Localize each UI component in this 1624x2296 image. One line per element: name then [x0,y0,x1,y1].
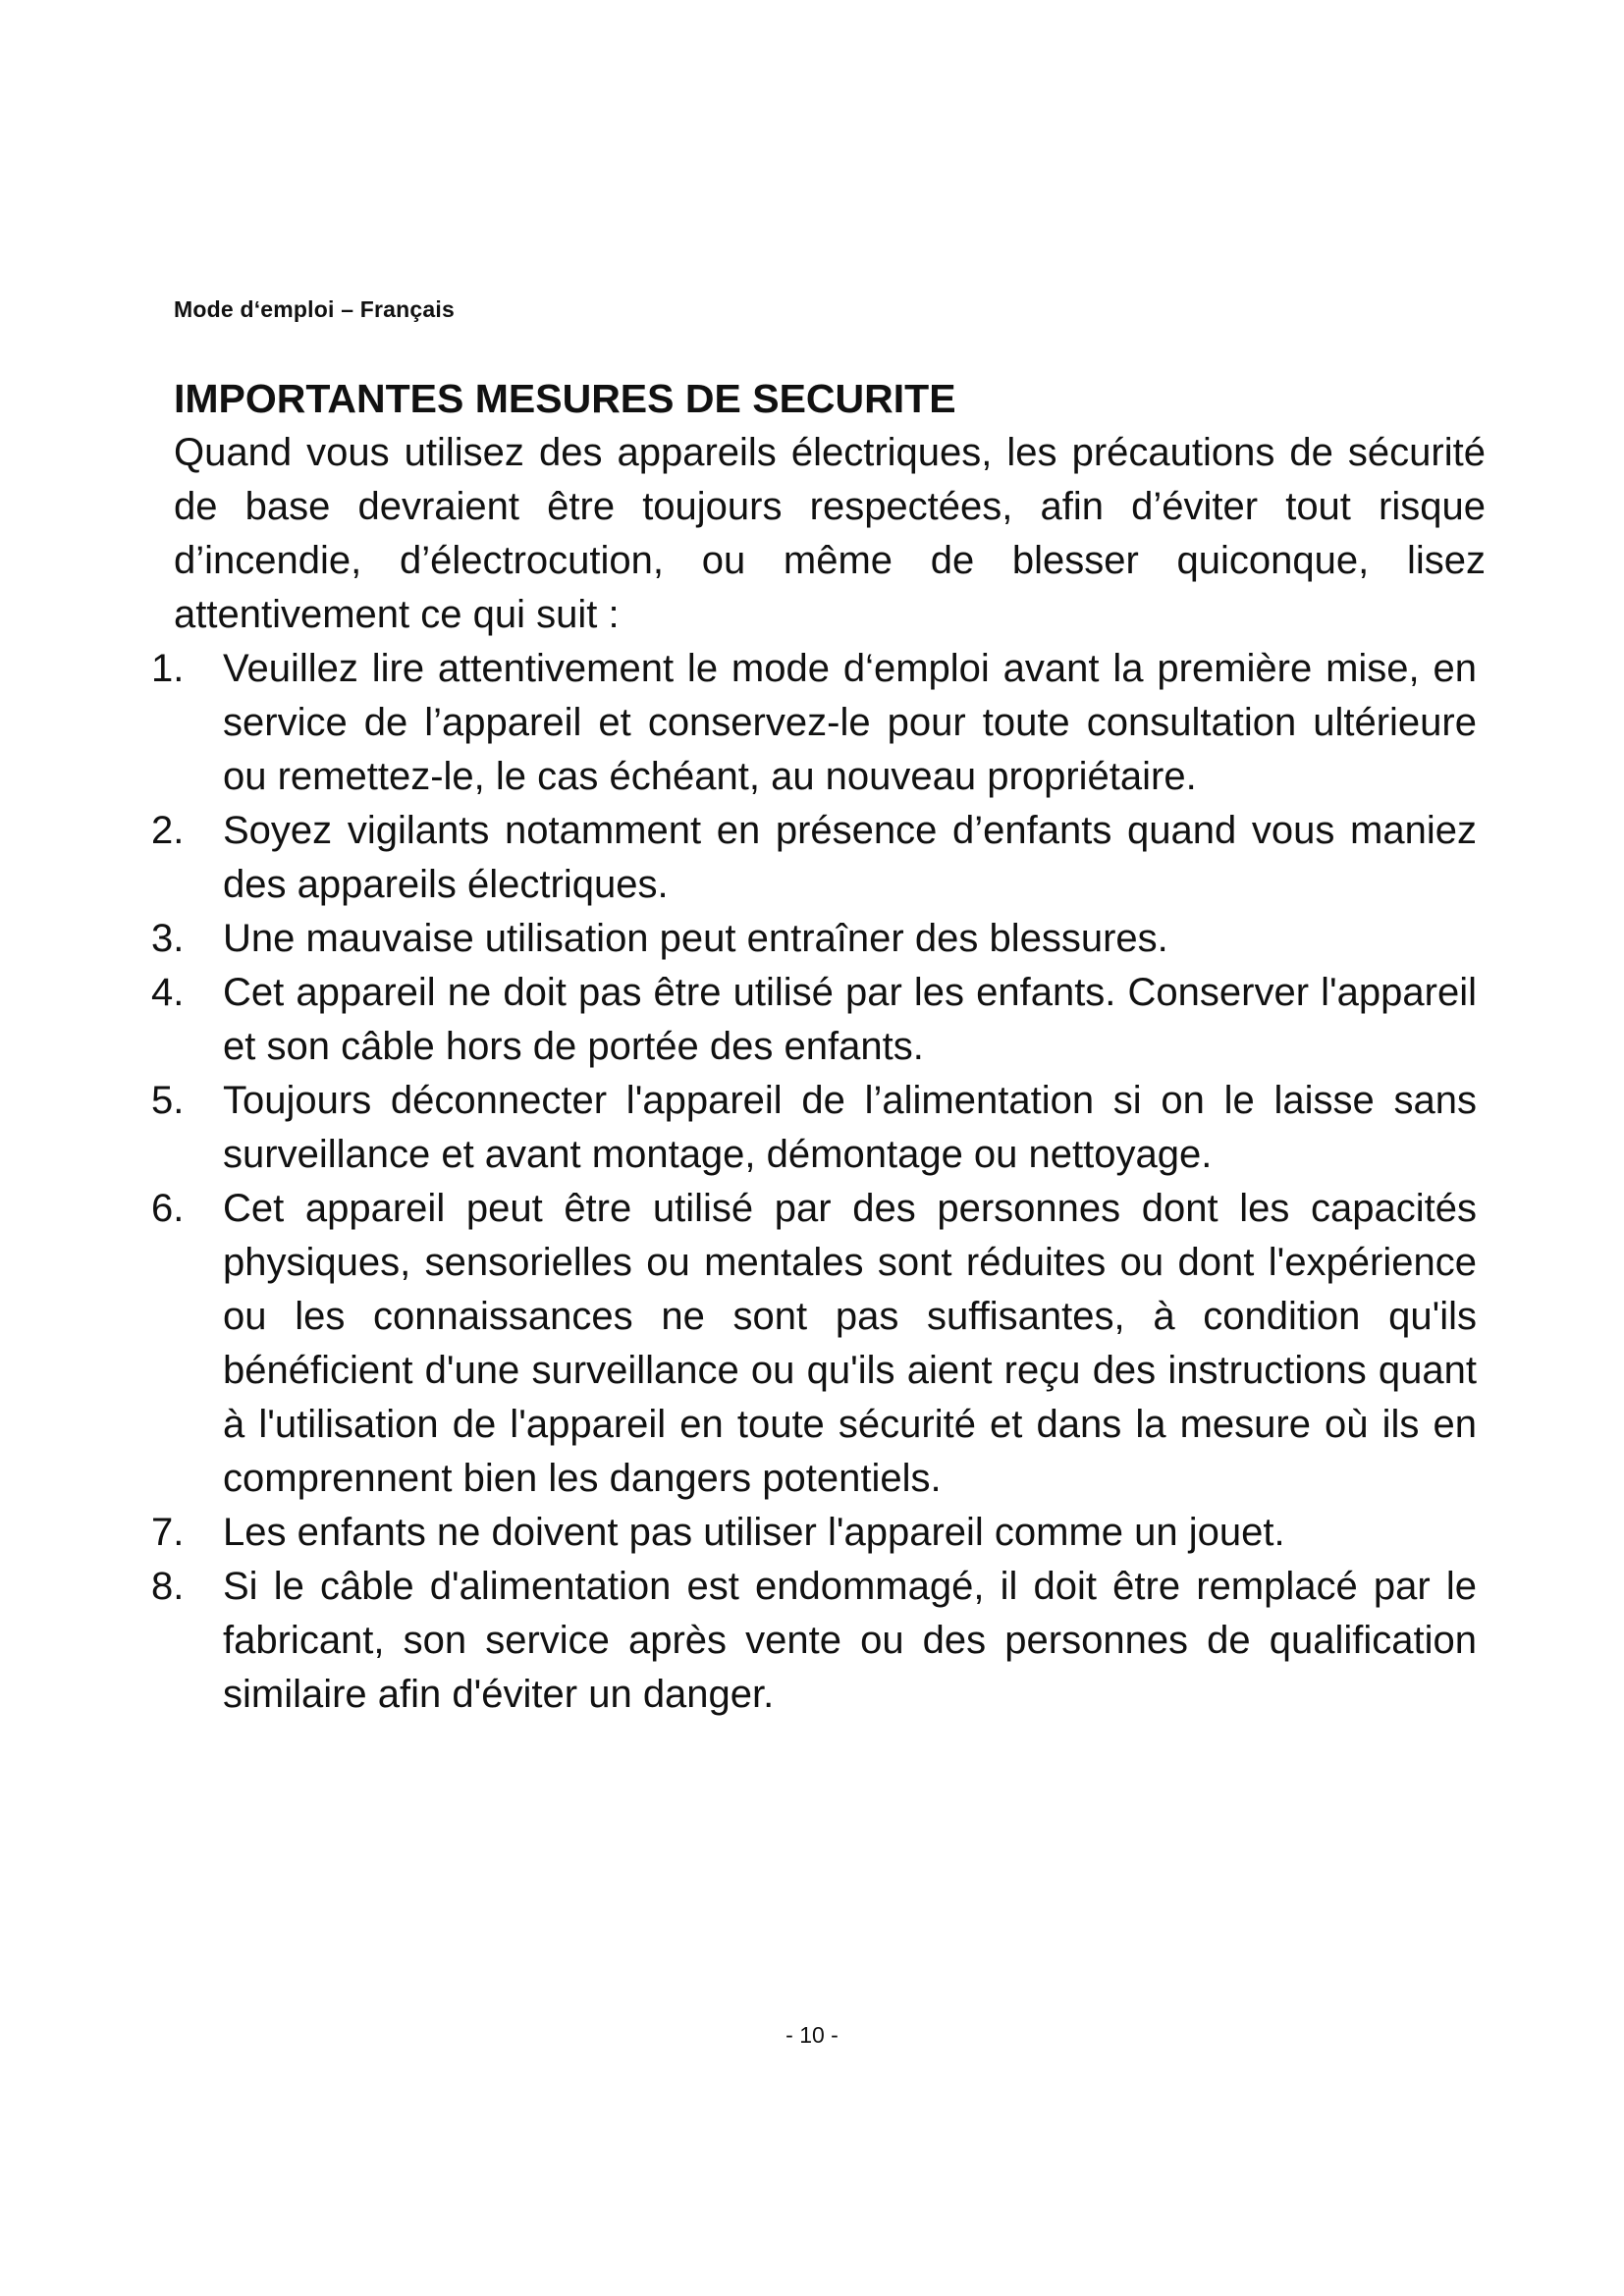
section-intro: Quand vous utilisez des appareils électriques, les précautions de sécurité de base devraient être toujours respectées, afin d’éviter tout risque d’incendie, d’électrocution, ou même de blesser quiconque, lisez attentivement ce qui suit : [174,431,1486,636]
list-item-number: 7. [151,1511,185,1554]
list-item-text: Veuillez lire attentivement le mode d‘emploi avant la première mise, en service de l’appareil et conservez-le pour toute consultation ultérieure ou remettez-le, le cas échéant, au nouveau propriétaire. [223,647,1477,798]
list-item [151,912,1486,966]
list-item [151,1560,1486,1722]
list-item-text: Cet appareil ne doit pas être utilisé par les enfants. Conserver l'appareil et son câble hors de portée des enfants. [223,971,1477,1068]
list-item-text: Soyez vigilants notamment en présence d’enfants quand vous maniez des appareils électriques. [223,809,1477,906]
list-item-number: 6. [151,1187,185,1230]
list-item-text: Une mauvaise utilisation peut entraîner des blessures. [223,917,1168,960]
list-item-text: Si le câble d'alimentation est endommagé, il doit être remplacé par le fabricant, son service après vente ou des personnes de qualification similaire afin d'éviter un danger. [223,1565,1477,1716]
list-item-text: Les enfants ne doivent pas utiliser l'appareil comme un jouet. [223,1511,1285,1554]
page-number: - 10 - [785,2022,839,2048]
safety-section [151,371,1486,1722]
list-item [151,642,1486,804]
list-item-number: 2. [151,809,185,852]
list-item-number: 5. [151,1079,185,1122]
list-item [151,966,1486,1074]
list-item-number: 3. [151,917,185,960]
list-item-number: 1. [151,647,185,690]
document-header: Mode d‘emploi – Français [174,296,455,322]
list-item [151,1506,1486,1560]
list-item [151,1182,1486,1506]
list-item [151,1074,1486,1182]
safety-list [151,642,1486,1722]
list-item-text: Cet appareil peut être utilisé par des personnes dont les capacités physiques, sensorielles ou mentales sont réduites ou dont l'expérience ou les connaissances ne sont pas suffisantes, à condition qu'ils bénéficient d'une surveillance ou qu'ils aient reçu des instructions quant à l'utilisation de l'appareil en toute sécurité et dans la mesure où ils en comprennent bien les dangers potentiels. [223,1187,1477,1500]
section-title: IMPORTANTES MESURES DE SECURITE [174,376,956,421]
list-item-number: 8. [151,1565,185,1608]
list-item-number: 4. [151,971,185,1014]
list-item [151,804,1486,912]
list-item-text: Toujours déconnecter l'appareil de l’alimentation si on le laisse sans surveillance et avant montage, démontage ou nettoyage. [223,1079,1477,1176]
